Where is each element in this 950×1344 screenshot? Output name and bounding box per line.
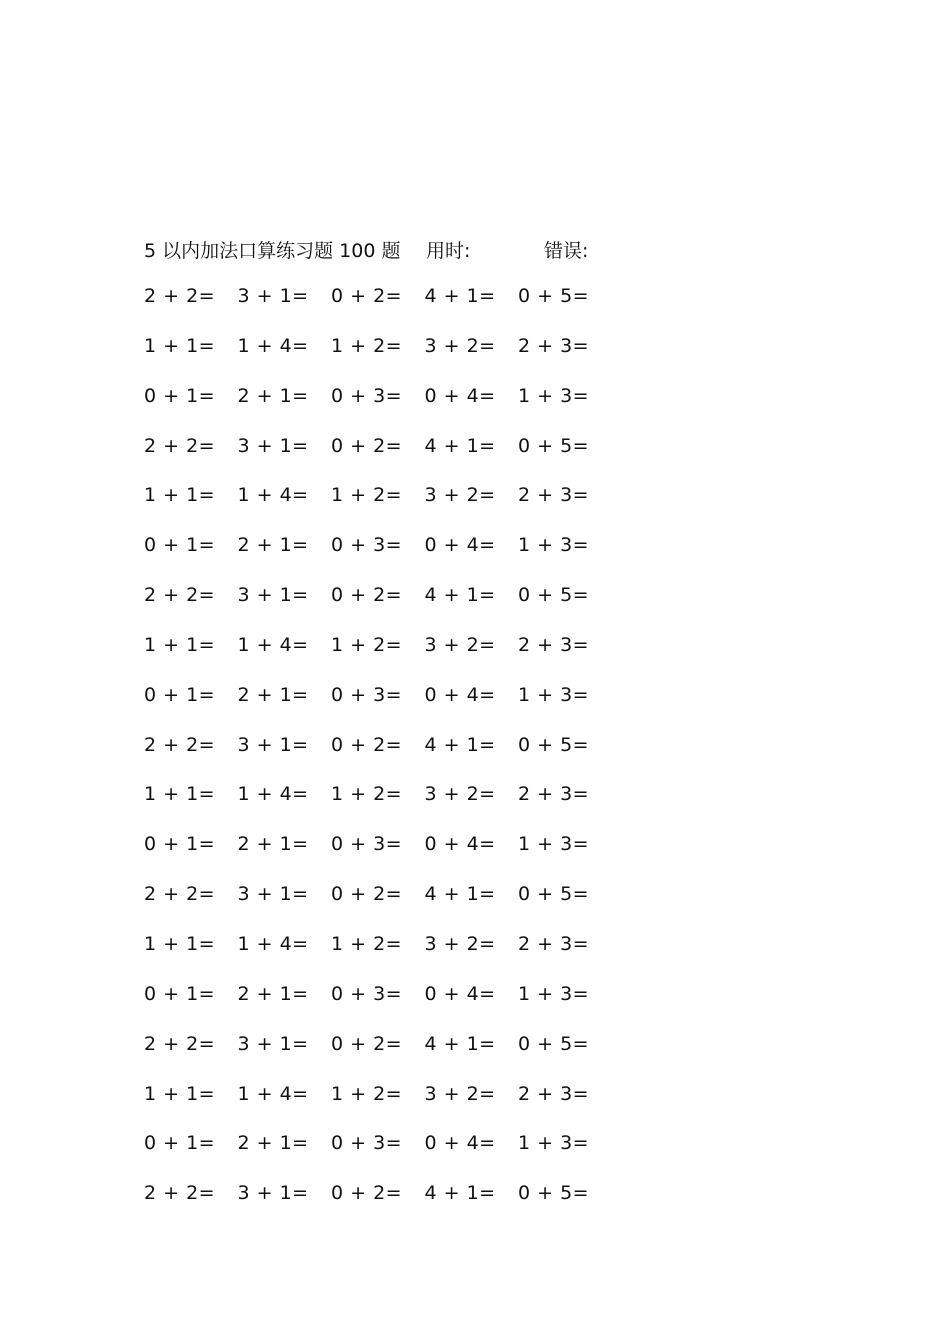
problem-grid [144, 285, 624, 1232]
problem-item: 4 + 1= [424, 584, 496, 607]
problem-item: 1 + 4= [237, 334, 309, 357]
time-used-label: 用时: [426, 240, 471, 262]
problem-item: 3 + 1= [237, 285, 309, 307]
problem-row [144, 285, 624, 335]
problem-item: 2 + 2= [144, 883, 216, 906]
problem-item: 1 + 2= [331, 334, 403, 357]
problem-item: 2 + 2= [144, 1032, 216, 1055]
problem-item: 2 + 3= [518, 932, 590, 955]
problem-item: 0 + 5= [518, 285, 590, 307]
problem-row [144, 983, 624, 1033]
problem-item: 0 + 3= [331, 534, 403, 557]
problem-item: 3 + 1= [237, 1032, 309, 1055]
problem-item: 3 + 1= [237, 584, 309, 607]
problem-item: 3 + 1= [237, 1182, 309, 1205]
problem-item: 0 + 4= [424, 833, 496, 856]
problem-row [144, 1033, 624, 1083]
problem-item: 4 + 1= [424, 285, 496, 307]
problem-row [144, 584, 624, 634]
problem-item: 4 + 1= [424, 733, 496, 756]
problem-item: 0 + 1= [144, 982, 216, 1005]
problem-item: 0 + 1= [144, 683, 216, 706]
problem-item: 4 + 1= [424, 883, 496, 906]
problem-item: 1 + 1= [144, 1082, 216, 1105]
problem-item: 1 + 1= [144, 633, 216, 656]
problem-item: 0 + 2= [331, 1032, 403, 1055]
problem-item: 1 + 3= [518, 982, 590, 1005]
problem-row [144, 385, 624, 435]
problem-item: 2 + 2= [144, 434, 216, 457]
problem-row [144, 435, 624, 485]
problem-item: 0 + 3= [331, 982, 403, 1005]
problem-item: 3 + 2= [424, 633, 496, 656]
problem-item: 0 + 2= [331, 584, 403, 607]
problem-item: 0 + 1= [144, 1132, 216, 1155]
problem-item: 0 + 4= [424, 683, 496, 706]
problem-item: 0 + 2= [331, 285, 403, 307]
problem-item: 2 + 1= [237, 534, 309, 557]
problem-item: 1 + 4= [237, 783, 309, 806]
problem-item: 2 + 2= [144, 1182, 216, 1205]
problem-item: 3 + 1= [237, 434, 309, 457]
problem-row [144, 1083, 624, 1133]
problem-row [144, 933, 624, 983]
problem-item: 3 + 2= [424, 932, 496, 955]
problem-row [144, 833, 624, 883]
problem-item: 0 + 2= [331, 883, 403, 906]
problem-item: 0 + 2= [331, 434, 403, 457]
problem-item: 1 + 4= [237, 1082, 309, 1105]
problem-item: 2 + 3= [518, 484, 590, 507]
problem-item: 1 + 3= [518, 833, 590, 856]
problem-item: 0 + 1= [144, 534, 216, 557]
problem-row [144, 534, 624, 584]
problem-row [144, 1132, 624, 1182]
problem-row [144, 883, 624, 933]
problem-item: 0 + 5= [518, 883, 590, 906]
problem-item: 0 + 3= [331, 1132, 403, 1155]
error-count-label: 错误: [544, 240, 589, 262]
problem-item: 0 + 5= [518, 733, 590, 756]
problem-item: 3 + 1= [237, 883, 309, 906]
problem-item: 2 + 3= [518, 334, 590, 357]
problem-item: 1 + 4= [237, 484, 309, 507]
problem-row [144, 783, 624, 833]
problem-item: 1 + 1= [144, 932, 216, 955]
problem-item: 1 + 3= [518, 1132, 590, 1155]
problem-row [144, 1182, 624, 1232]
problem-item: 0 + 5= [518, 1032, 590, 1055]
problem-item: 2 + 3= [518, 783, 590, 806]
worksheet-header [144, 236, 744, 264]
problem-row [144, 484, 624, 534]
problem-item: 2 + 1= [237, 982, 309, 1005]
problem-item: 3 + 1= [237, 733, 309, 756]
problem-item: 1 + 2= [331, 1082, 403, 1105]
problem-item: 2 + 2= [144, 733, 216, 756]
problem-item: 1 + 1= [144, 334, 216, 357]
problem-item: 3 + 2= [424, 1082, 496, 1105]
problem-item: 4 + 1= [424, 434, 496, 457]
problem-row [144, 684, 624, 734]
problem-item: 0 + 3= [331, 384, 403, 407]
problem-item: 1 + 4= [237, 633, 309, 656]
worksheet-title: 5 以内加法口算练习题 100 题 [144, 240, 401, 262]
problem-item: 1 + 2= [331, 783, 403, 806]
problem-item: 0 + 5= [518, 434, 590, 457]
problem-item: 2 + 3= [518, 1082, 590, 1105]
problem-item: 3 + 2= [424, 783, 496, 806]
problem-item: 1 + 1= [144, 783, 216, 806]
problem-item: 2 + 2= [144, 285, 216, 307]
problem-item: 0 + 1= [144, 384, 216, 407]
problem-item: 0 + 4= [424, 982, 496, 1005]
problem-item: 1 + 3= [518, 534, 590, 557]
problem-item: 4 + 1= [424, 1182, 496, 1205]
problem-item: 1 + 2= [331, 633, 403, 656]
problem-item: 0 + 3= [331, 833, 403, 856]
problem-item: 1 + 4= [237, 932, 309, 955]
problem-item: 1 + 2= [331, 484, 403, 507]
problem-row [144, 634, 624, 684]
problem-item: 2 + 1= [237, 384, 309, 407]
problem-row [144, 734, 624, 784]
problem-item: 4 + 1= [424, 1032, 496, 1055]
problem-item: 0 + 1= [144, 833, 216, 856]
problem-item: 1 + 3= [518, 384, 590, 407]
problem-item: 2 + 3= [518, 633, 590, 656]
problem-item: 3 + 2= [424, 334, 496, 357]
problem-item: 1 + 2= [331, 932, 403, 955]
problem-item: 2 + 1= [237, 683, 309, 706]
problem-item: 0 + 2= [331, 1182, 403, 1205]
problem-item: 3 + 2= [424, 484, 496, 507]
problem-item: 0 + 4= [424, 534, 496, 557]
problem-item: 0 + 2= [331, 733, 403, 756]
problem-item: 0 + 4= [424, 384, 496, 407]
problem-item: 2 + 1= [237, 1132, 309, 1155]
problem-item: 0 + 4= [424, 1132, 496, 1155]
problem-item: 1 + 3= [518, 683, 590, 706]
problem-item: 1 + 1= [144, 484, 216, 507]
problem-item: 0 + 5= [518, 1182, 590, 1205]
problem-row [144, 335, 624, 385]
problem-item: 0 + 5= [518, 584, 590, 607]
problem-item: 0 + 3= [331, 683, 403, 706]
problem-item: 2 + 1= [237, 833, 309, 856]
problem-item: 2 + 2= [144, 584, 216, 607]
